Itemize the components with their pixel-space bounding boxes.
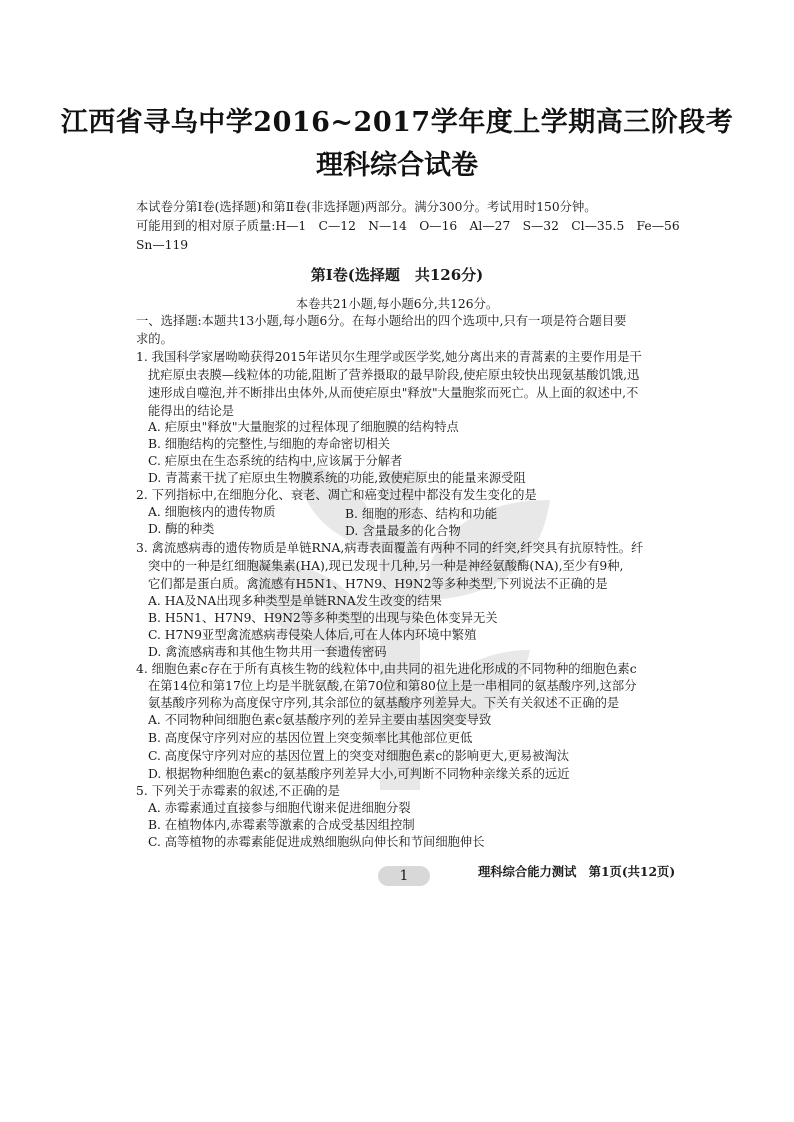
- option: A. 不同物种间细胞色素c氨基酸序列的差异主要由基因突变导致: [148, 713, 492, 727]
- footer-page-info: 理科综合能力测试 第1页(共12页): [478, 864, 676, 879]
- question-text: 2. 下列指标中,在细胞分化、衰老、凋亡和癌变过程中都没有发生变化的是: [136, 488, 537, 502]
- option: B. H5N1、H7N9、H9N2等多种类型的出现与染色体变异无关: [148, 611, 498, 625]
- question-text: 3. 禽流感病毒的遗传物质是单链RNA,病毒表面覆盖有两种不同的纤突,纤突具有抗原特性。纤: [136, 541, 644, 555]
- option: D. 禽流感病毒和其他生物共用一套遗传密码: [148, 645, 387, 659]
- option: A. HA及NA出现多种类型是单链RNA发生改变的结果: [148, 594, 442, 608]
- question-text: 1. 我国科学家屠呦呦获得2015年诺贝尔生理学或医学奖,她分离出来的青蒿素的主要作用是干: [136, 350, 642, 364]
- option: A. 疟原虫"释放"大量胞浆的过程体现了细胞膜的结构特点: [148, 420, 459, 434]
- section-note: 本卷共21小题,每小题6分,共126分。: [295, 297, 499, 311]
- option: B. 细胞的形态、结构和功能: [345, 507, 498, 521]
- question-text: 它们都是蛋白质。禽流感有H5N1、H7N9、H9N2等多种类型,下列说法不正确的是: [148, 577, 608, 591]
- section-title: 第Ⅰ卷(选择题 共126分): [310, 266, 484, 284]
- option: C. H7N9亚型禽流感病毒侵染人体后,可在人体内环境中繁殖: [148, 628, 477, 642]
- exam-title: 江西省寻乌中学2016~2017学年度上学期高三阶段考: [60, 107, 734, 138]
- part-instruction: 一、选择题:本题共13小题,每小题6分。在每小题给出的四个选项中,只有一项是符合题目要: [136, 314, 627, 328]
- part-instruction: 求的。: [136, 332, 173, 346]
- intro-line: 本试卷分第Ⅰ卷(选择题)和第Ⅱ卷(非选择题)两部分。满分300分。考试用时150分钟。: [136, 200, 597, 214]
- option: C. 高等植物的赤霉素能促进成熟细胞纵向伸长和节间细胞伸长: [148, 835, 485, 849]
- intro-line: Sn—119: [136, 238, 189, 252]
- option: B. 在植物体内,赤霉素等激素的合成受基因组控制: [148, 818, 415, 832]
- option: D. 含量最多的化合物: [345, 524, 461, 538]
- option: C. 疟原虫在生态系统的结构中,应该属于分解者: [148, 454, 403, 468]
- question-text: 能得出的结论是: [148, 404, 235, 418]
- question-text: 5. 下列关于赤霉素的叙述,不正确的是: [136, 784, 341, 798]
- exam-subtitle: 理科综合试卷: [316, 150, 478, 181]
- page-number-badge: 1: [378, 866, 430, 886]
- option: C. 高度保守序列对应的基因位置上的突变对细胞色素c的影响更大,更易被淘汰: [148, 749, 570, 763]
- question-text: 在第14位和第17位上均是半胱氨酸,在第70位和第80位上是一串相同的氨基酸序列,这部分: [148, 679, 637, 693]
- option: D. 酶的种类: [148, 522, 215, 536]
- intro-line: 可能用到的相对原子质量:H—1 C—12 N—14 O—16 Al—27 S—32 Cl—35.5 Fe—56: [136, 219, 680, 233]
- question-text: 突中的一种是红细胞凝集素(HA),现已发现十几种,另一种是神经氨酸酶(NA),至少有9种,: [148, 559, 624, 573]
- question-text: 速形成自噬泡,并不断排出虫体外,从而使疟原虫"释放"大量胞浆而死亡。从上面的叙述中,不: [148, 386, 639, 400]
- option: A. 细胞核内的遗传物质: [148, 505, 276, 519]
- option: D. 根据物种细胞色素c的氨基酸序列差异大小,可判断不同物种亲缘关系的远近: [148, 767, 570, 781]
- option: D. 青蒿素干扰了疟原虫生物膜系统的功能,致使疟原虫的能量来源受阻: [148, 471, 526, 485]
- question-text: 扰疟原虫表膜—线粒体的功能,阻断了营养摄取的最早阶段,使疟原虫较快出现氨基酸饥饿,迅: [148, 368, 640, 382]
- option: B. 细胞结构的完整性,与细胞的寿命密切相关: [148, 437, 391, 451]
- option: A. 赤霉素通过直接参与细胞代谢来促进细胞分裂: [148, 801, 411, 815]
- question-text: 4. 细胞色素c存在于所有真核生物的线粒体中,由共同的祖先进化形成的不同物种的细胞色素c: [136, 662, 637, 676]
- option: B. 高度保守序列对应的基因位置上突变频率比其他部位更低: [148, 731, 473, 745]
- question-text: 氨基酸序列称为高度保守序列,其余部位的氨基酸序列差异大。下关有关叙述不正确的是: [148, 696, 620, 710]
